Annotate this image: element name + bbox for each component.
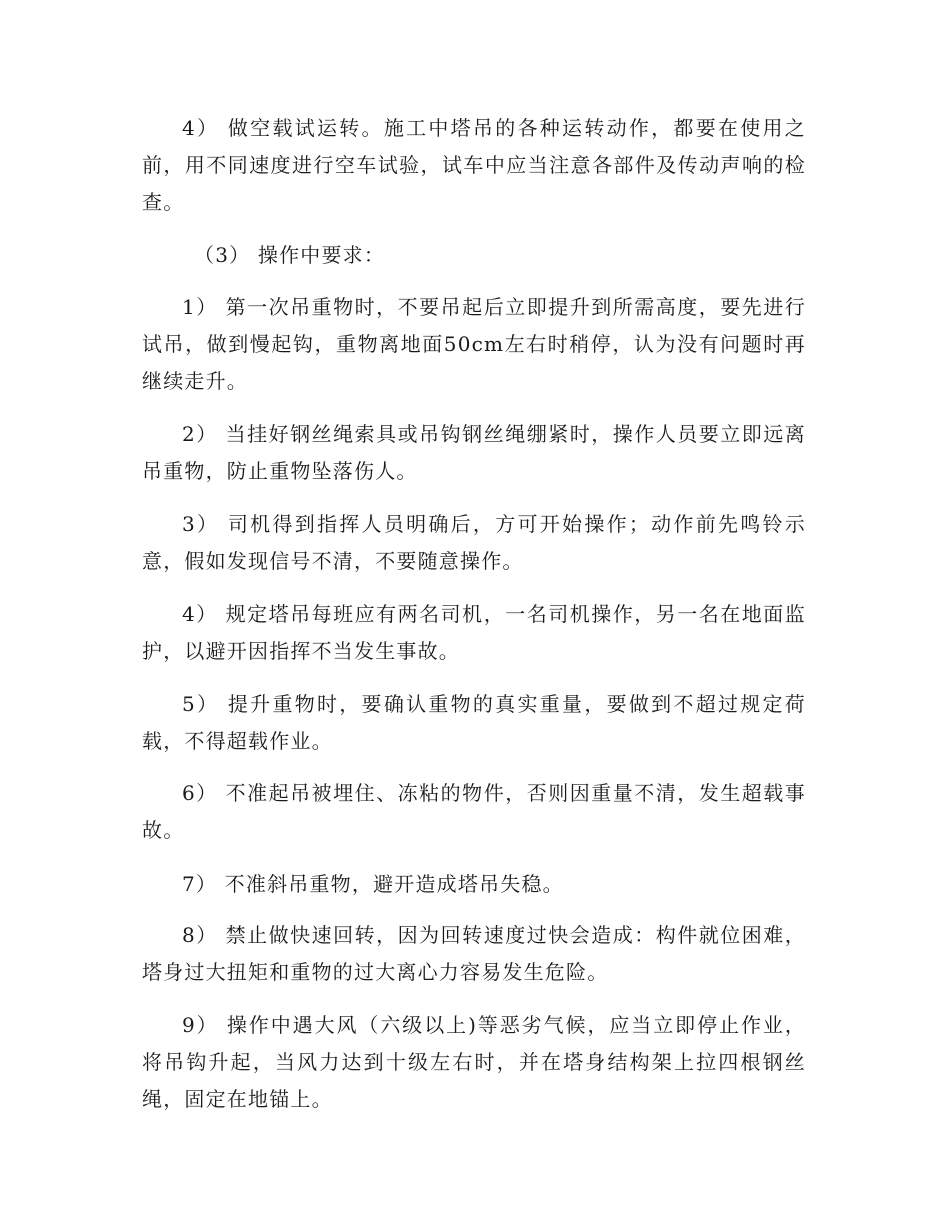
paragraph-op-7-no-oblique-lift: 7） 不准斜吊重物，避开造成塔吊失稳。: [182, 872, 564, 896]
paragraph-op-5-weight: 5） 提升重物时，要确认重物的真实重量，要做到不超过规定荷载，不得超载作业。: [142, 692, 806, 753]
paragraph-op-1-trial-lift: 1） 第一次吊重物时，不要吊起后立即提升到所需高度，要先进行试吊，做到慢起钩，重物离地面50cm左右时稍停，认为没有问题时再继续走升。: [142, 295, 806, 393]
paragraph-op-8-no-fast-slewing: 8） 禁止做快速回转，因为回转速度过快会造成：构件就位困难，塔身过大扭矩和重物的过大离心力容易发生危险。: [142, 923, 806, 984]
section-heading-operation-requirements: （3） 操作中要求：: [194, 243, 386, 267]
paragraph-op-4-two-operators: 4） 规定塔吊每班应有两名司机，一名司机操作，另一名在地面监护，以避开因指挥不当发生事故。: [142, 602, 806, 663]
paragraph-op-9-strong-wind: 9） 操作中遇大风（六级以上)等恶劣气候，应当立即停止作业，将吊钩升起，当风力达到十级左右时，并在塔身结构架上拉四根钢丝绳，固定在地锚上。: [142, 1013, 806, 1111]
paragraph-op-2-keep-clear: 2） 当挂好钢丝绳索具或吊钩钢丝绳绷紧时，操作人员要立即远离吊重物，防止重物坠落伤人。: [142, 422, 806, 483]
paragraph-op-3-signals: 3） 司机得到指挥人员明确后，方可开始操作；动作前先鸣铃示意，假如发现信号不清，不要随意操作。: [142, 512, 806, 573]
paragraph-op-6-frozen-objects: 6） 不准起吊被埋住、冻粘的物件，否则因重量不清，发生超载事故。: [142, 781, 806, 842]
paragraph-step-4-no-load-test: 4） 做空载试运转。施工中塔吊的各种运转动作，都要在使用之前，用不同速度进行空车试验，试车中应当注意各部件及传动声响的检查。: [142, 116, 806, 214]
